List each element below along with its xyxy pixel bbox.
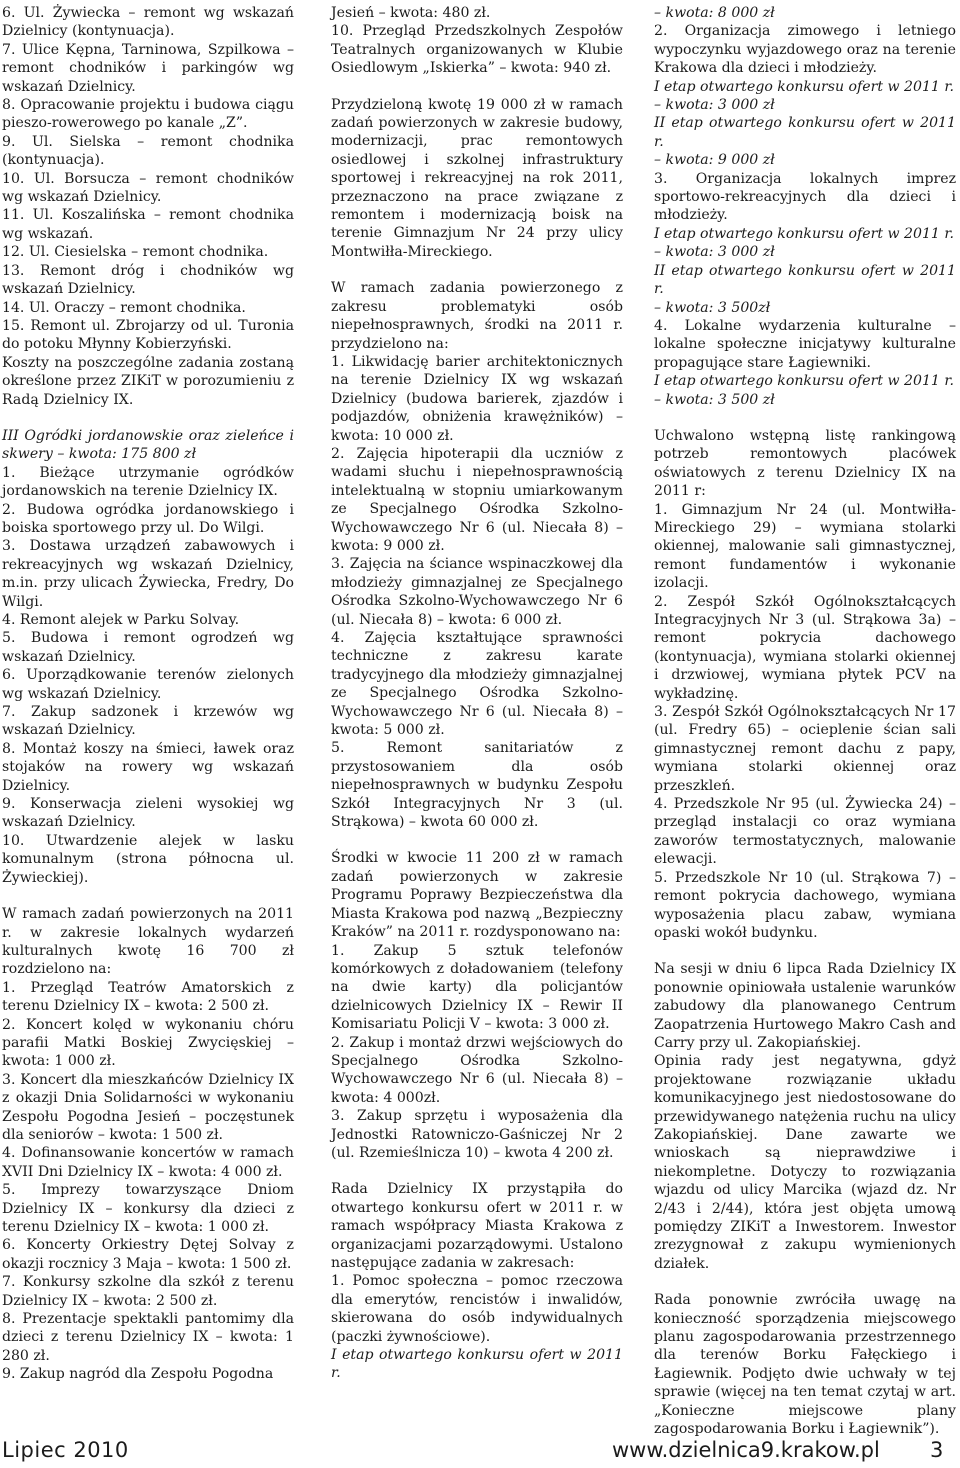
amount-note: – kwota: 3 500 zł bbox=[654, 391, 775, 408]
paragraph: 4. Zajęcia kształtujące sprawności techniczne z zakresu karate tradycyjnego dla młodzieży gimnazjalnej ze Specjalnego Ośrodka Szkolno-Wychowawczego Nr 6 (ul. Niecała 8) – kwota: 5 000 zł. bbox=[331, 630, 623, 739]
paragraph: 6. Uporządkowanie terenów zielonych wg wskazań Dzielnicy. bbox=[2, 667, 294, 702]
paragraph: 1. Likwidację barier architektonicznych na terenie Dzielnicy IX wg wskazań Dzielnicy (budowa barierek, zjazdów i podjazdów, obniżenia krawężników) – kwota: 10 000 zł. bbox=[331, 353, 623, 444]
text-column-left bbox=[2, 4, 294, 1384]
paragraph: Na sesji w dniu 6 lipca Rada Dzielnicy IX ponownie opiniowała ustalenie warunków zabudowy dla planowanego Centrum Zaopatrzenia Hurtowego Makro Cash and Carry przy ul. Zakopiańskiej. bbox=[654, 961, 956, 1051]
paragraph: Jesień – kwota: 480 zł. bbox=[331, 5, 491, 21]
paragraph: Koszty na poszczególne zadania zostaną określone przez ZIKiT w porozumieniu z Radą Dzielnicy IX. bbox=[2, 354, 294, 408]
paragraph: 2. Zakup i montaż drzwi wejściowych do Specjalnego Ośrodka Szkolno-Wychowawczego Nr 6 (ul. Niecała 8) – kwota: 4 000zł. bbox=[331, 1034, 623, 1106]
paragraph: 10. Przegląd Przedszkolnych Zespołów Teatralnych organizowanych w Klubie Osiedlowym „Iskierka” – kwota: 940 zł. bbox=[331, 23, 623, 77]
paragraph: 5. Remont sanitariatów z przystosowaniem dla osób niepełnosprawnych w budynku Zespołu Szkół Integracyjnych Nr 3 (ul. Strąkowa) – kwota 60 000 zł. bbox=[331, 740, 623, 831]
paragraph: Opinia rady jest negatywna, gdyż projektowane rozwiązanie układu komunikacyjnego jest niedostosowane do przewidywanego natężenia ruchu na ulicy Zakopiańskiej. Dane zawarte we wnioskach są nieprawdziwe i niekompletne. Dotyczy to rozwiązania wjazdu od ulicy Marcika (wjazd dz. Nr 2/43 i 2/44), która jest objęta umową pomiędzy ZIKiT a Inwestorem. Inwestor zrezygnował z zakupu wymienionych działek. bbox=[654, 1053, 956, 1272]
paragraph: Przydzieloną kwotę 19 000 zł w ramach zadań powierzonych w zakresie budowy, modernizacji, prac remontowych osiedlowej i szkolnej infrastruktury sportowej i rekreacyjnej na rok 2011, przeznaczono na prace związane z remontem i modernizacją boisk na terenie Gimnazjum Nr 24 przy ulicy Montwiłła-Mireckiego. bbox=[331, 96, 623, 260]
paragraph: 13. Remont dróg i chodników wg wskazań Dzielnicy. bbox=[2, 262, 294, 298]
paragraph: 14. Ul. Oraczy – remont chodnika. bbox=[2, 299, 246, 316]
paragraph: 2. Koncert kolęd w wykonaniu chóru parafii Matki Boskiej Zwycięskiej – kwota: 1 000 zł. bbox=[2, 1016, 294, 1070]
text-column-right bbox=[654, 4, 956, 1438]
paragraph: W ramach zadań powierzonych na 2011 r. w zakresie lokalnych wydarzeń kulturalnych kwotę 16 700 zł rozdzielono na: bbox=[2, 906, 294, 978]
contest-stage-note: II etap otwartego konkursu ofert w 2011 r. bbox=[654, 262, 956, 298]
amount-note: – kwota: 9 000 zł bbox=[654, 152, 775, 169]
paragraph: 3. Zajęcia na ściance wspinaczkowej dla młodzieży gimnazjalnej ze Specjalnego Ośrodka Szkolno-Wychowawczego Nr 6 (ul. Niecała 8) – kwota: 6 000 zł. bbox=[331, 556, 623, 628]
page-number: 3 bbox=[930, 1438, 944, 1462]
paragraph: 1. Gimnazjum Nr 24 (ul. Montwiłła-Mireckiego 29) – wymiana stolarki okiennej, malowanie sali gimnastycznej, remont fundamentów i wykonanie izolacji. bbox=[654, 501, 956, 592]
contest-stage-note: II etap otwartego konkursu ofert w 2011 r. bbox=[654, 115, 956, 150]
paragraph: 4. Dofinansowanie koncertów w ramach XVII Dni Dzielnicy IX – kwota: 4 000 zł. bbox=[2, 1145, 294, 1180]
paragraph: 9. Zakup nagród dla Zespołu Pogodna bbox=[2, 1366, 274, 1383]
paragraph: 2. Zespół Szkół Ogólnokształcących Integracyjnych Nr 3 (ul. Strąkowa 3a) – remont pokrycia dachowego (kontynuacja), wymiana stolarki okiennej i drzwiowej, wymiana płytek PCV na wykładzinę. bbox=[654, 593, 956, 702]
paragraph: 2. Organizacja zimowego i letniego wypoczynku wyjazdowego oraz na terenie Krakowa dla dzieci i młodzieży. bbox=[654, 23, 956, 77]
text-column-middle bbox=[331, 4, 623, 1383]
paragraph: 1. Pomoc społeczna – pomoc rzeczowa dla emerytów, rencistów i inwalidów, skierowana do osób indywidualnych (paczki żywnościowe). bbox=[331, 1273, 623, 1345]
section-heading: III Ogródki jordanowskie oraz zieleńce i skwery – kwota: 175 800 zł bbox=[2, 427, 294, 463]
website-link[interactable]: www.dzielnica9.krakow.pl bbox=[612, 1438, 880, 1462]
paragraph: 3. Dostawa urządzeń zabawowych i rekreacyjnych wg wskazań Dzielnicy, m.in. przy ulicach Żywiecka, Fredry, Do Wilgi. bbox=[2, 538, 294, 610]
paragraph: 5. Budowa i remont ogrodzeń wg wskazań Dzielnicy. bbox=[2, 630, 294, 665]
paragraph: 3. Zakup sprzętu i wyposażenia dla Jednostki Ratowniczo-Gaśniczej Nr 2 (ul. Rzemieślnicza 10) – kwota 4 200 zł. bbox=[331, 1108, 623, 1161]
paragraph: 9. Konserwacja zieleni wysokiej wg wskazań Dzielnicy. bbox=[2, 796, 294, 831]
amount-note: – kwota: 3 000 zł bbox=[654, 244, 775, 261]
paragraph: 4. Remont alejek w Parku Solvay. bbox=[2, 612, 240, 628]
amount-note: – kwota: 3 500zł bbox=[654, 299, 771, 316]
paragraph: 2. Budowa ogródka jordanowskiego i boiska sportowego przy ul. Do Wilgi. bbox=[2, 501, 294, 536]
paragraph: 8. Prezentacje spektakli pantomimy dla dzieci z terenu Dzielnicy IX – kwota: 1 280 zł. bbox=[2, 1311, 294, 1364]
paragraph: 3. Organizacja lokalnych imprez sportowo-rekreacyjnych dla dzieci i młodzieży. bbox=[654, 170, 956, 224]
paragraph: 6. Ul. Żywiecka – remont wg wskazań Dzielnicy (kontynuacja). bbox=[2, 5, 294, 40]
paragraph: 2. Zajęcia hipoterapii dla uczniów z wadami słuchu i niepełnosprawnością intelektualną w stopniu umiarkowanym ze Specjalnego Ośrodka Szkolno-Wychowawczego Nr 6 (ul. Niecała 8) – kwota: 9 000 zł. bbox=[331, 445, 623, 554]
paragraph: 9. Ul. Sielska – remont chodnika (kontynuacja). bbox=[2, 133, 294, 169]
paragraph: 7. Zakup sadzonek i krzewów wg wskazań Dzielnicy. bbox=[2, 704, 294, 739]
paragraph: 10. Utwardzenie alejek w lasku komunalnym (strona północna ul. Żywieckiej). bbox=[2, 832, 294, 886]
paragraph: 11. Ul. Koszalińska – remont chodnika wg wskazań. bbox=[2, 207, 294, 242]
page-footer bbox=[0, 1432, 960, 1466]
paragraph: 8. Opracowanie projektu i budowa ciągu pieszo-rowerowego po kanale „Z”. bbox=[2, 97, 294, 132]
paragraph: W ramach zadania powierzonego z zakresu problematyki osób niepełnosprawnych, środki na 2011 r. przydzielono na: bbox=[331, 280, 623, 352]
paragraph: 7. Ulice Kępna, Tarninowa, Szpilkowa – remont chodników i parkingów wg wskazań Dzielnicy. bbox=[2, 41, 294, 95]
paragraph: 1. Zakup 5 sztuk telefonów komórkowych z doładowaniem (telefony na dwie karty) dla policjantów dzielnicowych Dzielnicy IX – Rewir II Komisariatu Policji V – kwota: 3 000 zł. bbox=[331, 942, 623, 1033]
paragraph: 5. Imprezy towarzyszące Dniom Dzielnicy IX – konkursy dla dzieci z terenu Dzielnicy IX – kwota: 1 000 zł. bbox=[2, 1182, 294, 1235]
paragraph: 4. Lokalne wydarzenia kulturalne – lokalne społeczne inicjatywy kulturalne propagujące stare Łagiewniki. bbox=[654, 317, 956, 371]
paragraph: 7. Konkursy szkolne dla szkół z terenu Dzielnicy IX – kwota: 2 500 zł. bbox=[2, 1274, 294, 1309]
paragraph: 6. Koncerty Orkiestry Dętej Solvay z okazji rocznicy 3 Maja – kwota: 1 500 zł. bbox=[2, 1237, 294, 1272]
amount-note: – kwota: 3 000 zł bbox=[654, 97, 775, 114]
issue-month: Lipiec 2010 bbox=[2, 1438, 129, 1462]
paragraph: 3. Zespół Szkół Ogólnokształcących Nr 17 (ul. Fredry 65) – ocieplenie ścian sali gimnastycznej remont dachu z papy, wymiana stolarki okiennej oraz przeszkleń. bbox=[654, 704, 956, 794]
paragraph: Rada Dzielnicy IX przystąpiła do otwartego konkursu ofert w 2011 r. w ramach współpracy Miasta Krakowa z organizacjami pozarządowymi. Ustalono następujące zadania w zakresach: bbox=[331, 1181, 623, 1271]
paragraph: Uchwalono wstępną listę rankingową potrzeb remontowych placówek oświatowych z terenu Dzielnicy IX na 2011 r: bbox=[654, 427, 956, 500]
paragraph: 3. Koncert dla mieszkańców Dzielnicy IX z okazji Dnia Solidarności w wykonaniu Zespołu Pogodna Jesień – poczęstunek dla seniorów – kwota: 1 500 zł. bbox=[2, 1071, 294, 1143]
contest-stage-note: I etap otwartego konkursu ofert w 2011 r. bbox=[654, 225, 955, 242]
paragraph: Środki w kwocie 11 200 zł w ramach zadań powierzonych w zakresie Programu Poprawy Bezpieczeństwa dla Miasta Krakowa pod nazwą „Bezpieczny Kraków” na 2011 r. rozdysponowano na: bbox=[331, 850, 623, 941]
paragraph: Rada ponownie zwróciła uwagę na konieczność sporządzenia miejscowego planu zagospodarowania przestrzennego dla terenów Borku Fałęckiego i Łagiewnik. Podjęto dwie uchwały w tej sprawie (więcej na ten temat czytaj w art. „Konieczne miejscowe plany zagospodarowania Borku i Łagiewnik”). bbox=[654, 1292, 956, 1438]
paragraph: 5. Przedszkole Nr 10 (ul. Strąkowa 7) – remont pokrycia dachowego, wymiana wyposażenia placu zabaw, wymiana opaski wokół budynku. bbox=[654, 869, 956, 941]
paragraph: 4. Przedszkole Nr 95 (ul. Żywiecka 24) – przegląd instalacji co oraz wymiana zaworów termostatycznych, malowanie elewacji. bbox=[654, 796, 956, 868]
contest-stage-note: I etap otwartego konkursu ofert w 2011 r. bbox=[654, 373, 955, 390]
contest-stage-note: I etap otwartego konkursu ofert w 2011 r. bbox=[654, 78, 955, 95]
contest-stage-note: I etap otwartego konkursu ofert w 2011 r. bbox=[331, 1347, 623, 1382]
paragraph: 1. Bieżące utrzymanie ogródków jordanowskich na terenie Dzielnicy IX. bbox=[2, 464, 294, 500]
paragraph: 1. Przegląd Teatrów Amatorskich z terenu Dzielnicy IX – kwota: 2 500 zł. bbox=[2, 979, 294, 1015]
amount-note: – kwota: 8 000 zł bbox=[654, 5, 775, 21]
paragraph: 12. Ul. Ciesielska – remont chodnika. bbox=[2, 244, 269, 261]
paragraph: 8. Montaż koszy na śmieci, ławek oraz stojaków na rowery wg wskazań Dzielnicy. bbox=[2, 740, 294, 794]
paragraph: 10. Ul. Borsucza – remont chodników wg wskazań Dzielnicy. bbox=[2, 170, 294, 206]
paragraph: 15. Remont ul. Zbrojarzy od ul. Turonia do potoku Młynny Kobierzyński. bbox=[2, 317, 294, 353]
